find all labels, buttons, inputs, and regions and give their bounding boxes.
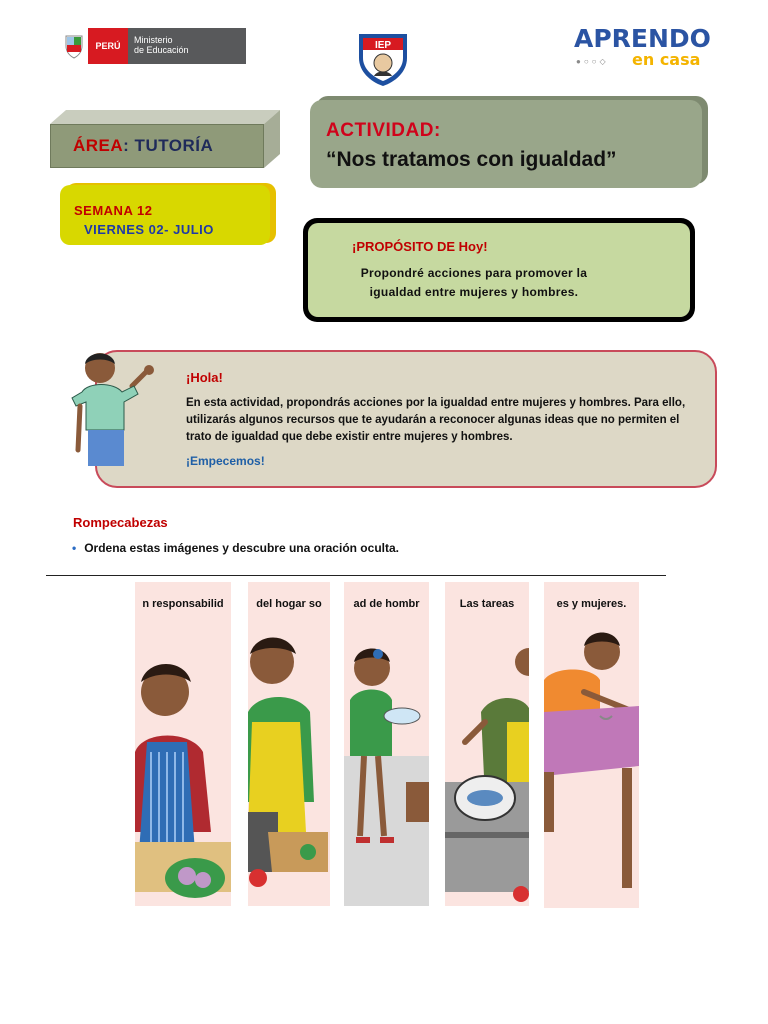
- woman-cooking-illustration: [248, 582, 330, 906]
- proposito-heading: ¡PROPÓSITO DE Hoy!: [352, 239, 488, 254]
- aprendo-sub: en casa: [632, 50, 701, 69]
- area-label: [50, 124, 264, 168]
- semana-date: VIERNES 02- JULIO: [84, 222, 214, 237]
- peru-label: PERÚ: [88, 28, 128, 64]
- peru-crest-icon: [60, 28, 88, 64]
- actividad-box: [310, 100, 702, 188]
- area-value: : TUTORÍA: [123, 136, 214, 155]
- aprendo-dots-icon: ●○○◇: [576, 57, 609, 66]
- man-setting-table-illustration: [544, 582, 639, 908]
- rompecabezas-instruction: [72, 541, 399, 555]
- answer-line[interactable]: [46, 575, 666, 576]
- semana-week: SEMANA 12: [74, 203, 153, 218]
- ministerio-label: [128, 28, 246, 64]
- area-box: [48, 108, 280, 170]
- minedu-logo: [60, 28, 246, 64]
- proposito-inner: [308, 223, 690, 317]
- actividad-label: ACTIVIDAD:: [326, 120, 441, 141]
- semana-box: [60, 185, 270, 245]
- puzzle-strip-5[interactable]: [544, 582, 639, 908]
- puzzle-strip-1[interactable]: [135, 582, 231, 906]
- aprendo-title: APRENDO: [574, 24, 711, 53]
- ministerio-line1: Ministerio: [134, 35, 173, 45]
- strip-caption: es y mujeres.: [556, 598, 627, 610]
- girl-carrying-plate-illustration: [344, 582, 429, 906]
- puzzle-strip-2[interactable]: [248, 582, 330, 906]
- hola-body: En esta actividad, propondrás acciones por la igualdad entre mujeres y hombres. Para ello, utilizarás algunos recursos que te ayudarán a reconocer algunas ideas que no permiten el trato de igualdad que debe existir entre mujeres y hombres.: [186, 397, 686, 443]
- proposito-text: Propondré acciones para promover la igualdad entre mujeres y hombres.: [360, 266, 588, 299]
- strip-caption: del hogar so: [256, 598, 322, 610]
- iep-badge-text: IEP: [374, 40, 392, 51]
- aprendo-en-casa-logo: [572, 24, 720, 72]
- strip-caption: n responsabilid: [142, 598, 224, 610]
- hola-greeting: ¡Hola!: [186, 370, 223, 385]
- waving-boy-illustration: [70, 346, 162, 468]
- rompecabezas-title: Rompecabezas: [73, 515, 168, 530]
- puzzle-strip-3[interactable]: [344, 582, 429, 906]
- strip-caption: Las tareas: [459, 598, 515, 610]
- proposito-box: [303, 218, 695, 322]
- puzzle-strip-4[interactable]: [445, 582, 529, 906]
- man-frying-fish-illustration: [445, 582, 529, 906]
- woman-cutting-vegetables-illustration: [135, 582, 231, 906]
- hola-box: [95, 350, 717, 488]
- ministerio-line2: de Educación: [134, 45, 189, 55]
- instruction-text: Ordena estas imágenes y descubre una oración oculta.: [84, 541, 399, 555]
- area-key: ÁREA: [73, 136, 124, 155]
- actividad-title: “Nos tratamos con igualdad”: [326, 148, 617, 171]
- bullet-icon: •: [72, 541, 77, 555]
- iep-shield-icon: [355, 30, 411, 88]
- strip-caption: ad de hombr: [353, 598, 420, 610]
- hola-cta: ¡Empecemos!: [186, 454, 265, 468]
